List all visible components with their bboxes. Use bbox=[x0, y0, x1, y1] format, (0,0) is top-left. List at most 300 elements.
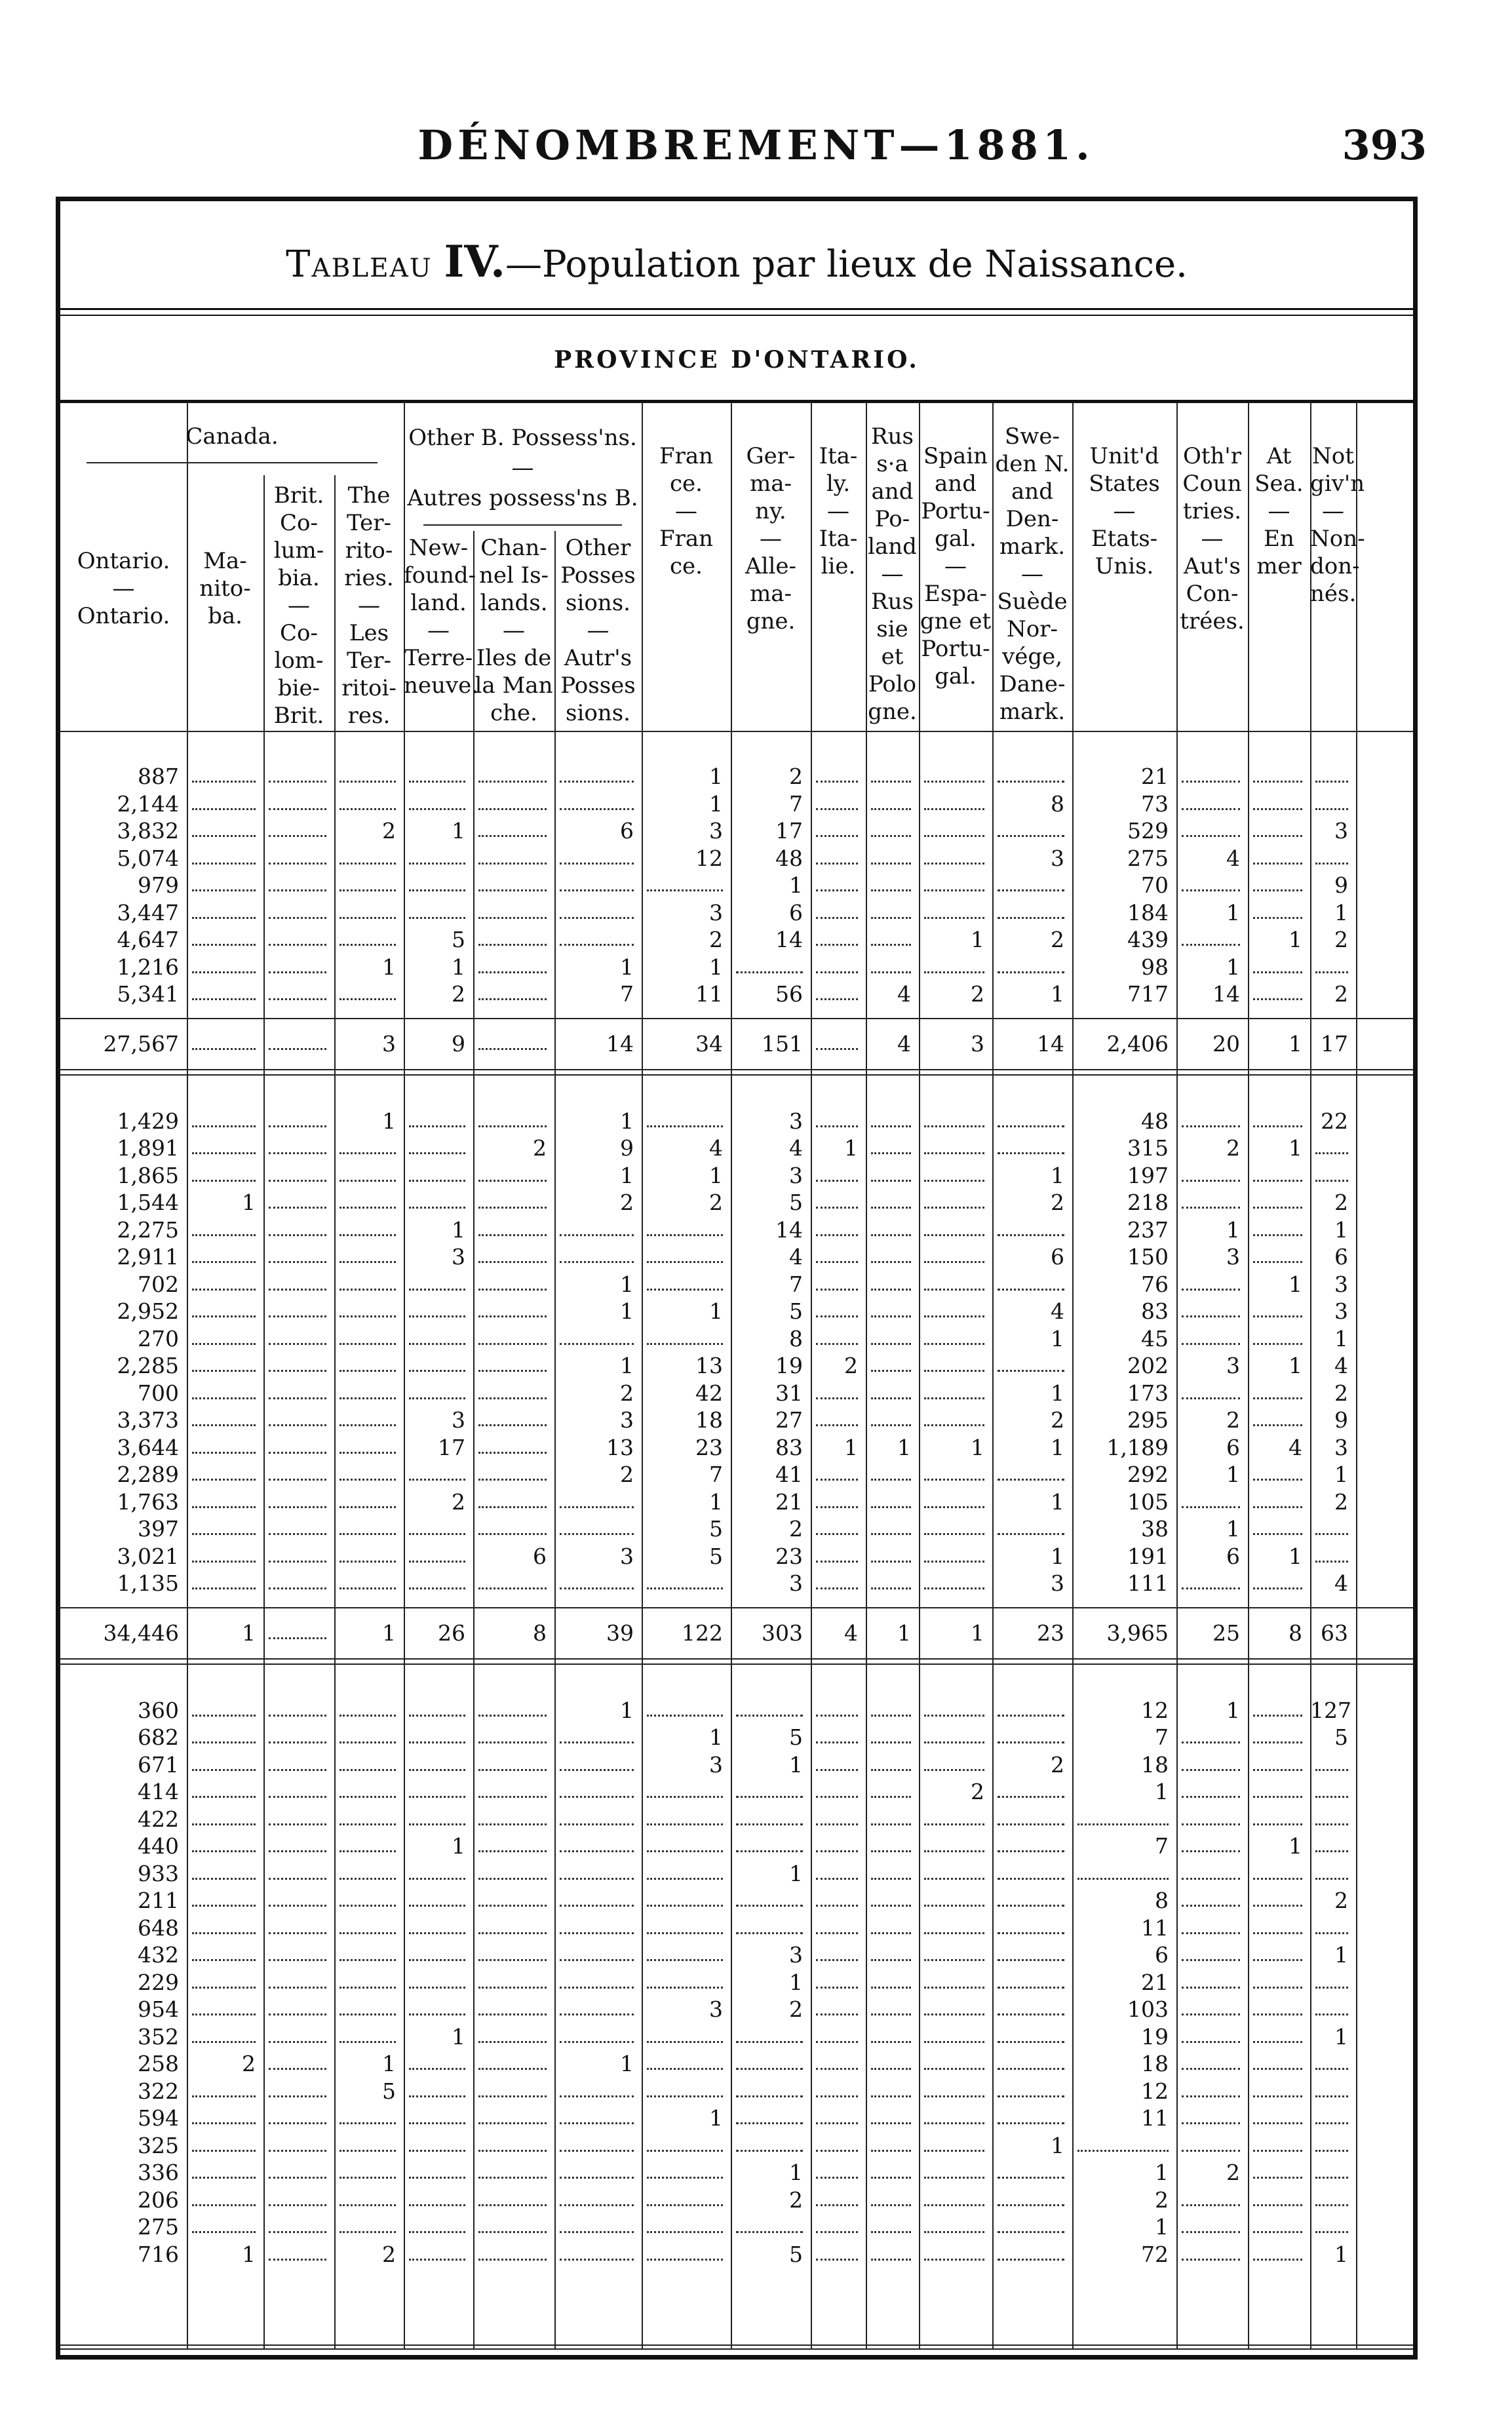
empty-leader bbox=[192, 1452, 256, 1454]
table-cell: 184 bbox=[1127, 899, 1169, 925]
empty-leader bbox=[192, 1343, 256, 1345]
empty-leader bbox=[924, 2068, 984, 2070]
table-cell: 4,647 bbox=[117, 927, 179, 952]
empty-leader bbox=[192, 863, 256, 865]
table-cell: 1 bbox=[452, 954, 465, 980]
empty-leader bbox=[871, 1506, 911, 1508]
empty-leader bbox=[339, 1769, 396, 1771]
table-cell: 270 bbox=[138, 1325, 179, 1352]
table-cell: 23 bbox=[695, 1434, 723, 1460]
empty-leader bbox=[269, 971, 326, 973]
table-cell: 3 bbox=[1334, 1434, 1348, 1460]
table-cell: 3 bbox=[1334, 1271, 1348, 1297]
empty-leader bbox=[478, 1424, 547, 1426]
empty-leader bbox=[339, 1959, 396, 1961]
empty-leader bbox=[1182, 1932, 1240, 1934]
header-rule bbox=[60, 731, 1413, 732]
table-cell: 1,189 bbox=[1106, 1434, 1169, 1460]
empty-leader bbox=[478, 2231, 547, 2233]
header-france: Fran ce. — Fran ce. bbox=[659, 443, 713, 579]
table-cell: 98 bbox=[1141, 954, 1169, 980]
empty-leader bbox=[1253, 1125, 1302, 1127]
empty-leader bbox=[871, 944, 911, 946]
table-cell: 22 bbox=[1321, 1108, 1348, 1134]
table-cell: 14 bbox=[775, 1216, 803, 1243]
table-cell: 5 bbox=[452, 927, 465, 952]
empty-leader bbox=[871, 2177, 911, 2179]
empty-leader bbox=[924, 1479, 984, 1481]
empty-leader bbox=[478, 1741, 547, 1743]
empty-leader bbox=[998, 1823, 1064, 1825]
total-cell: 151 bbox=[762, 1030, 803, 1057]
table-cell: 19 bbox=[775, 1353, 803, 1378]
empty-leader bbox=[560, 917, 634, 919]
empty-leader bbox=[1182, 944, 1240, 946]
table-cell: 1 bbox=[844, 1434, 858, 1460]
empty-leader bbox=[478, 1180, 547, 1182]
empty-leader bbox=[998, 2041, 1064, 2043]
empty-leader bbox=[269, 1315, 326, 1317]
empty-leader bbox=[1182, 1959, 1240, 1961]
empty-leader bbox=[1315, 1878, 1348, 1880]
empty-leader bbox=[924, 1561, 984, 1563]
table-cell: 1 bbox=[242, 2241, 256, 2267]
empty-leader bbox=[1253, 781, 1302, 783]
empty-leader bbox=[269, 808, 326, 810]
empty-leader bbox=[478, 2150, 547, 2152]
header-germany: Ger- ma- ny. — Alle- ma- gne. bbox=[745, 443, 796, 634]
empty-leader bbox=[1253, 1343, 1302, 1345]
total-cell: 4 bbox=[897, 1030, 911, 1057]
empty-leader bbox=[409, 1561, 465, 1563]
empty-leader bbox=[560, 1234, 634, 1236]
empty-leader bbox=[1182, 1905, 1240, 1907]
table-cell: 954 bbox=[138, 1996, 179, 2022]
empty-leader bbox=[1253, 917, 1302, 919]
header-brit-col: Brit. Co- lum- bia. — Co- lom- bie- Brit. bbox=[273, 482, 324, 729]
table-cell: 5 bbox=[709, 1543, 723, 1569]
empty-leader bbox=[1253, 1479, 1302, 1481]
empty-leader bbox=[192, 2013, 256, 2015]
empty-leader bbox=[339, 1850, 396, 1852]
empty-leader bbox=[409, 1180, 465, 1182]
empty-leader bbox=[192, 1289, 256, 1291]
table-cell: 1 bbox=[1334, 2241, 1348, 2267]
empty-leader bbox=[478, 2204, 547, 2206]
empty-leader bbox=[478, 835, 547, 837]
table-cell: 1 bbox=[382, 954, 396, 980]
table-cell: 1 bbox=[897, 1434, 911, 1460]
table-cell: 3,644 bbox=[117, 1434, 179, 1460]
empty-leader bbox=[192, 1878, 256, 1880]
empty-leader bbox=[192, 1533, 256, 1535]
empty-leader bbox=[560, 1533, 634, 1535]
empty-leader bbox=[478, 1207, 547, 1209]
empty-leader bbox=[1253, 2095, 1302, 2097]
empty-leader bbox=[1077, 1878, 1169, 1880]
empty-leader bbox=[1182, 808, 1240, 810]
table-cell: 1 bbox=[1051, 981, 1064, 1007]
table-cell: 7 bbox=[620, 981, 634, 1007]
empty-leader bbox=[1315, 1152, 1348, 1154]
empty-leader bbox=[269, 1587, 326, 1589]
empty-leader bbox=[339, 1932, 396, 1934]
table-cell: 3 bbox=[709, 1751, 723, 1778]
empty-leader bbox=[192, 1315, 256, 1317]
empty-leader bbox=[192, 1479, 256, 1481]
empty-leader bbox=[816, 835, 858, 837]
empty-leader bbox=[478, 1048, 547, 1050]
empty-leader bbox=[409, 1769, 465, 1771]
empty-leader bbox=[924, 1397, 984, 1399]
empty-leader bbox=[998, 1987, 1064, 1989]
empty-leader bbox=[339, 2231, 396, 2233]
table-cell: 1 bbox=[1334, 2023, 1348, 2050]
total-cell: 34,446 bbox=[103, 1620, 179, 1646]
table-cell: 1 bbox=[1334, 1942, 1348, 1968]
section-rule bbox=[60, 1663, 1413, 1665]
table-cell: 1 bbox=[1051, 1543, 1064, 1569]
empty-leader bbox=[560, 2095, 634, 2097]
empty-leader bbox=[409, 2231, 465, 2233]
table-cell: 1 bbox=[709, 1298, 723, 1324]
empty-leader bbox=[478, 2177, 547, 2179]
table-cell: 3 bbox=[620, 1407, 634, 1433]
empty-leader bbox=[1315, 2150, 1348, 2152]
table-cell: 1 bbox=[620, 2051, 634, 2076]
table-cell: 1 bbox=[1051, 1488, 1064, 1515]
empty-leader bbox=[871, 971, 911, 973]
empty-leader bbox=[192, 1370, 256, 1372]
empty-leader bbox=[647, 889, 723, 891]
table-cell: 2 bbox=[620, 1462, 634, 1487]
empty-leader bbox=[192, 889, 256, 891]
empty-leader bbox=[560, 2231, 634, 2233]
empty-leader bbox=[478, 1823, 547, 1825]
header-italy: Ita- ly. — Ita- lie. bbox=[819, 443, 858, 579]
empty-leader bbox=[1253, 1315, 1302, 1317]
empty-leader bbox=[1182, 1878, 1240, 1880]
empty-leader bbox=[1182, 1289, 1240, 1291]
table-cell: 19 bbox=[1141, 2023, 1169, 2050]
empty-leader bbox=[409, 2095, 465, 2097]
empty-leader bbox=[339, 1905, 396, 1907]
empty-leader bbox=[409, 781, 465, 783]
empty-leader bbox=[736, 2041, 803, 2043]
empty-leader bbox=[478, 1452, 547, 1454]
empty-leader bbox=[1253, 2122, 1302, 2124]
header-channel: Chan- nel Is- lands. — Iles de la Man che. bbox=[475, 535, 553, 726]
empty-leader bbox=[409, 1533, 465, 1535]
table-cell: 14 bbox=[1212, 981, 1240, 1007]
empty-leader bbox=[478, 1796, 547, 1798]
empty-leader bbox=[736, 2231, 803, 2233]
empty-leader bbox=[339, 1261, 396, 1263]
empty-leader bbox=[998, 2122, 1064, 2124]
table-cell: 27 bbox=[775, 1407, 803, 1433]
empty-leader bbox=[924, 1207, 984, 1209]
empty-leader bbox=[478, 2013, 547, 2015]
empty-leader bbox=[339, 1397, 396, 1399]
empty-leader bbox=[409, 2259, 465, 2261]
empty-leader bbox=[560, 1506, 634, 1508]
empty-leader bbox=[1253, 1959, 1302, 1961]
table-cell: 1 bbox=[789, 1860, 803, 1886]
empty-leader bbox=[1182, 2122, 1240, 2124]
table-cell: 2,144 bbox=[117, 790, 179, 817]
table-cell: 3 bbox=[1051, 845, 1064, 871]
table-cell: 6 bbox=[1155, 1942, 1169, 1968]
empty-leader bbox=[924, 889, 984, 891]
table-cell: 1 bbox=[1289, 1833, 1302, 1859]
empty-leader bbox=[478, 1289, 547, 1291]
table-cell: 1 bbox=[844, 1135, 858, 1161]
empty-leader bbox=[1182, 1741, 1240, 1743]
header-ontario: Ontario. — Ontario. bbox=[77, 548, 170, 629]
table-cell: 2 bbox=[1226, 1135, 1240, 1161]
column-rule bbox=[263, 475, 265, 2350]
empty-leader bbox=[560, 1587, 634, 1589]
table-cell: 1 bbox=[1289, 1353, 1302, 1378]
empty-leader bbox=[1182, 1987, 1240, 1989]
empty-leader bbox=[192, 1397, 256, 1399]
empty-leader bbox=[924, 2177, 984, 2179]
empty-leader bbox=[816, 863, 858, 865]
empty-leader bbox=[871, 1397, 911, 1399]
empty-leader bbox=[816, 2204, 858, 2206]
empty-leader bbox=[560, 1932, 634, 1934]
table-cell: 5 bbox=[709, 1516, 723, 1542]
empty-leader bbox=[560, 781, 634, 783]
empty-leader bbox=[339, 1289, 396, 1291]
empty-leader bbox=[924, 835, 984, 837]
empty-leader bbox=[816, 1289, 858, 1291]
table-title bbox=[56, 236, 1418, 287]
empty-leader bbox=[924, 1315, 984, 1317]
empty-leader bbox=[924, 1343, 984, 1345]
empty-leader bbox=[816, 1587, 858, 1589]
empty-leader bbox=[478, 863, 547, 865]
empty-leader bbox=[478, 2122, 547, 2124]
empty-leader bbox=[192, 1561, 256, 1563]
table-cell: 5 bbox=[789, 1298, 803, 1324]
empty-leader bbox=[647, 1125, 723, 1127]
empty-leader bbox=[478, 1987, 547, 1989]
empty-leader bbox=[924, 1424, 984, 1426]
empty-leader bbox=[1315, 1769, 1348, 1771]
empty-leader bbox=[816, 1424, 858, 1426]
empty-leader bbox=[560, 889, 634, 891]
table-cell: 3 bbox=[620, 1543, 634, 1569]
table-cell: 5 bbox=[789, 1190, 803, 1215]
empty-leader bbox=[924, 2150, 984, 2152]
empty-leader bbox=[998, 1905, 1064, 1907]
table-cell: 105 bbox=[1127, 1488, 1169, 1515]
empty-leader bbox=[871, 889, 911, 891]
table-cell: 8 bbox=[1155, 1888, 1169, 1913]
table-cell: 8 bbox=[789, 1325, 803, 1352]
empty-leader bbox=[816, 1823, 858, 1825]
empty-leader bbox=[560, 1796, 634, 1798]
table-cell: 1 bbox=[709, 1162, 723, 1188]
table-cell: 2 bbox=[1334, 1888, 1348, 1913]
empty-leader bbox=[647, 1587, 723, 1589]
table-cell: 933 bbox=[138, 1860, 179, 1886]
total-cell: 20 bbox=[1212, 1030, 1240, 1057]
empty-leader bbox=[816, 2150, 858, 2152]
empty-leader bbox=[924, 2041, 984, 2043]
empty-leader bbox=[871, 2122, 911, 2124]
empty-leader bbox=[560, 1343, 634, 1345]
empty-leader bbox=[269, 835, 326, 837]
table-cell: 7 bbox=[1155, 1833, 1169, 1859]
other-bp-brace bbox=[423, 524, 622, 526]
table-cell: 6 bbox=[533, 1543, 547, 1569]
table-cell: 12 bbox=[1141, 2078, 1169, 2104]
empty-leader bbox=[339, 998, 396, 1000]
empty-leader bbox=[560, 808, 634, 810]
empty-leader bbox=[816, 1048, 858, 1050]
empty-leader bbox=[269, 889, 326, 891]
empty-leader bbox=[339, 1741, 396, 1743]
empty-leader bbox=[647, 1234, 723, 1236]
empty-leader bbox=[339, 2122, 396, 2124]
table-cell: 4 bbox=[1334, 1353, 1348, 1378]
canada-brace bbox=[87, 462, 378, 463]
table-cell: 360 bbox=[138, 1697, 179, 1723]
empty-leader bbox=[1315, 1796, 1348, 1798]
empty-leader bbox=[871, 1289, 911, 1291]
empty-leader bbox=[478, 1587, 547, 1589]
table-cell: 2 bbox=[789, 764, 803, 789]
table-cell: 2 bbox=[620, 1380, 634, 1406]
table-cell: 2 bbox=[452, 981, 465, 1007]
empty-leader bbox=[478, 998, 547, 1000]
empty-leader bbox=[409, 1152, 465, 1154]
empty-leader bbox=[192, 1424, 256, 1426]
empty-leader bbox=[871, 1180, 911, 1182]
empty-leader bbox=[1182, 2150, 1240, 2152]
empty-leader bbox=[998, 1715, 1064, 1717]
table-cell: 1 bbox=[1226, 1462, 1240, 1487]
table-cell: 2 bbox=[452, 1488, 465, 1515]
empty-leader bbox=[1253, 808, 1302, 810]
empty-leader bbox=[871, 2013, 911, 2015]
empty-leader bbox=[269, 1715, 326, 1717]
table-cell: 422 bbox=[138, 1806, 179, 1832]
empty-leader bbox=[924, 863, 984, 865]
table-cell: 4 bbox=[789, 1244, 803, 1270]
column-rule bbox=[919, 403, 920, 2350]
table-cell: 5 bbox=[1334, 1724, 1348, 1750]
empty-leader bbox=[339, 1479, 396, 1481]
table-cell: 2,911 bbox=[117, 1244, 179, 1270]
empty-leader bbox=[269, 917, 326, 919]
empty-leader bbox=[478, 1234, 547, 1236]
empty-leader bbox=[1315, 1932, 1348, 1934]
table-cell: 3 bbox=[1334, 818, 1348, 844]
table-cell: 1,429 bbox=[117, 1108, 179, 1134]
table-bottom-rule bbox=[60, 2348, 1413, 2350]
empty-leader bbox=[816, 781, 858, 783]
table-cell: 1 bbox=[1226, 1697, 1240, 1723]
empty-leader bbox=[269, 1370, 326, 1372]
empty-leader bbox=[1253, 2231, 1302, 2233]
table-cell: 5 bbox=[382, 2078, 396, 2104]
table-cell: 6 bbox=[1226, 1543, 1240, 1569]
empty-leader bbox=[560, 1741, 634, 1743]
empty-leader bbox=[1182, 1180, 1240, 1182]
empty-leader bbox=[998, 1479, 1064, 1481]
total-cell: 25 bbox=[1212, 1620, 1240, 1646]
table-cell: 1,763 bbox=[117, 1488, 179, 1515]
empty-leader bbox=[816, 1180, 858, 1182]
empty-leader bbox=[924, 971, 984, 973]
empty-leader bbox=[998, 1741, 1064, 1743]
empty-leader bbox=[924, 1234, 984, 1236]
empty-leader bbox=[560, 1823, 634, 1825]
empty-leader bbox=[478, 1343, 547, 1345]
empty-leader bbox=[339, 1878, 396, 1880]
table-cell: 3,447 bbox=[117, 899, 179, 925]
table-cell: 1 bbox=[620, 1298, 634, 1324]
empty-leader bbox=[1253, 1769, 1302, 1771]
empty-leader bbox=[478, 1397, 547, 1399]
table-cell: 2 bbox=[382, 2241, 396, 2267]
table-cell: 48 bbox=[775, 845, 803, 871]
empty-leader bbox=[871, 808, 911, 810]
table-cell: 2,285 bbox=[117, 1353, 179, 1378]
table-cell: 439 bbox=[1127, 927, 1169, 952]
empty-leader bbox=[339, 2150, 396, 2152]
empty-leader bbox=[560, 1850, 634, 1852]
empty-leader bbox=[924, 1715, 984, 1717]
empty-leader bbox=[998, 1850, 1064, 1852]
empty-leader bbox=[192, 1587, 256, 1589]
table-cell: 716 bbox=[138, 2241, 179, 2267]
total-cell: 8 bbox=[1289, 1620, 1302, 1646]
table-cell: 2,952 bbox=[117, 1298, 179, 1324]
empty-leader bbox=[924, 1125, 984, 1127]
empty-leader bbox=[816, 1506, 858, 1508]
empty-leader bbox=[647, 1987, 723, 1989]
total-cell: 3,965 bbox=[1106, 1620, 1169, 1646]
empty-leader bbox=[1315, 2231, 1348, 2233]
table-cell: 1 bbox=[709, 1488, 723, 1515]
table-cell: 2 bbox=[1334, 927, 1348, 952]
table-cell: 2 bbox=[971, 1779, 984, 1804]
empty-leader bbox=[1182, 1796, 1240, 1798]
empty-leader bbox=[816, 2177, 858, 2179]
table-cell: 31 bbox=[775, 1380, 803, 1406]
empty-leader bbox=[478, 889, 547, 891]
empty-leader bbox=[409, 1932, 465, 1934]
empty-leader bbox=[998, 1878, 1064, 1880]
empty-leader bbox=[269, 1905, 326, 1907]
empty-leader bbox=[1253, 1397, 1302, 1399]
empty-leader bbox=[924, 2013, 984, 2015]
table-cell: 7 bbox=[789, 1271, 803, 1297]
empty-leader bbox=[816, 1905, 858, 1907]
table-cell: 2 bbox=[709, 1190, 723, 1215]
empty-leader bbox=[1253, 1741, 1302, 1743]
table-cell: 887 bbox=[138, 764, 179, 789]
table-cell: 4 bbox=[1334, 1570, 1348, 1596]
empty-leader bbox=[1253, 2013, 1302, 2015]
empty-leader bbox=[924, 1878, 984, 1880]
empty-leader bbox=[647, 1959, 723, 1961]
total-cell: 3 bbox=[971, 1030, 984, 1057]
